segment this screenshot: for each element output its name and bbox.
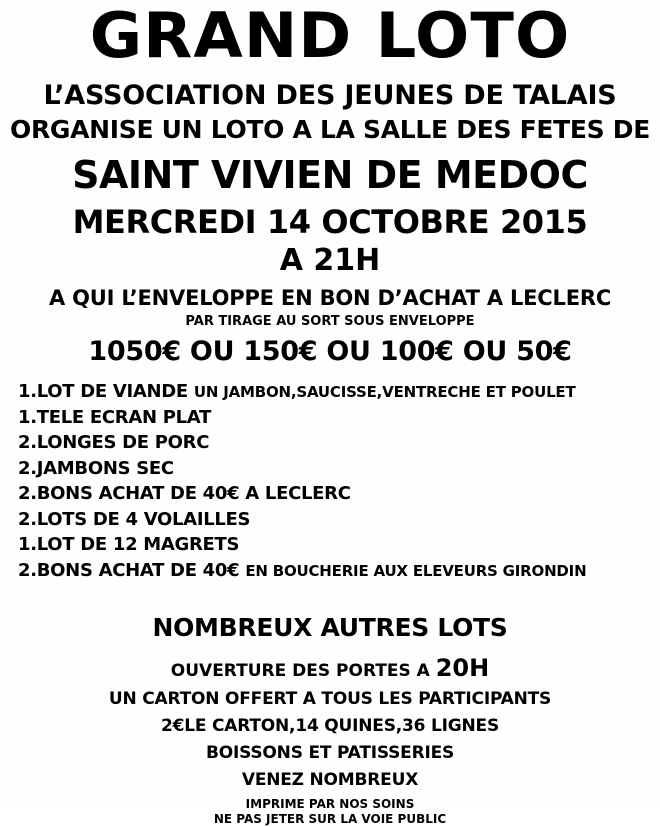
event-date: MERCREDI 14 OCTOBRE 2015 — [72, 202, 588, 241]
prize-main: 1.TELE ECRAN PLAT — [18, 406, 211, 428]
draw-method-line: PAR TIRAGE AU SORT SOUS ENVELOPPE — [185, 314, 475, 330]
organizer-line-1: L’ASSOCIATION DES JEUNES DE TALAIS — [43, 79, 617, 111]
prize-main: 2.BONS ACHAT DE 40€ A LECLERC — [18, 483, 351, 505]
prize-main: 2.JAMBONS SEC — [18, 457, 174, 479]
print-note-2: NE PAS JETER SUR LA VOIE PUBLIC — [213, 812, 447, 827]
list-item — [18, 481, 650, 507]
list-item — [18, 379, 650, 405]
envelope-prize-line: A QUI L’ENVELOPPE EN BON D’ACHAT A LECLERC — [48, 285, 612, 310]
list-item — [18, 405, 650, 431]
prize-main: 2.BONS ACHAT DE 40€ — [18, 559, 246, 581]
prize-detail: UN JAMBON,SAUCISSE,VENTRECHE ET POULET — [193, 383, 576, 401]
doors-prefix: OUVERTURE DES PORTES A — [170, 661, 436, 682]
list-item — [18, 532, 650, 558]
prize-list — [10, 379, 650, 583]
prize-main: 1.LOT DE VIANDE — [18, 381, 194, 402]
prize-main: 2.LONGES DE PORC — [18, 432, 210, 454]
print-note-1: IMPRIME PAR NOS SOINS — [245, 797, 415, 812]
prize-main: 2.LOTS DE 4 VOLAILLES — [18, 508, 251, 530]
organizer-line-2: ORGANISE UN LOTO A LA SALLE DES FETES DE — [10, 115, 651, 145]
free-card-line: UN CARTON OFFERT A TOUS LES PARTICIPANTS — [108, 689, 552, 710]
prize-detail: EN BOUCHERIE AUX ELEVEURS GIRONDIN — [245, 561, 587, 580]
list-item — [18, 430, 650, 456]
more-lots-line: NOMBREUX AUTRES LOTS — [152, 613, 508, 643]
refreshments-line: BOISSONS ET PATISSERIES — [205, 743, 455, 764]
venue-name: SAINT VIVIEN DE MEDOC — [72, 152, 588, 197]
page-title: GRAND LOTO — [89, 0, 571, 72]
doors-time: 20H — [435, 654, 490, 683]
event-time: A 21H — [279, 243, 381, 279]
list-item — [18, 507, 650, 533]
doors-opening-line — [10, 654, 650, 682]
list-item — [18, 558, 650, 584]
card-price-line: 2€LE CARTON,14 QUINES,36 LIGNES — [161, 716, 499, 737]
list-item — [18, 456, 650, 482]
prize-amounts-line: 1050€ OU 150€ OU 100€ OU 50€ — [88, 336, 572, 368]
welcome-line: VENEZ NOMBREUX — [241, 770, 419, 791]
prize-main: 1.LOT DE 12 MAGRETS — [18, 534, 240, 556]
